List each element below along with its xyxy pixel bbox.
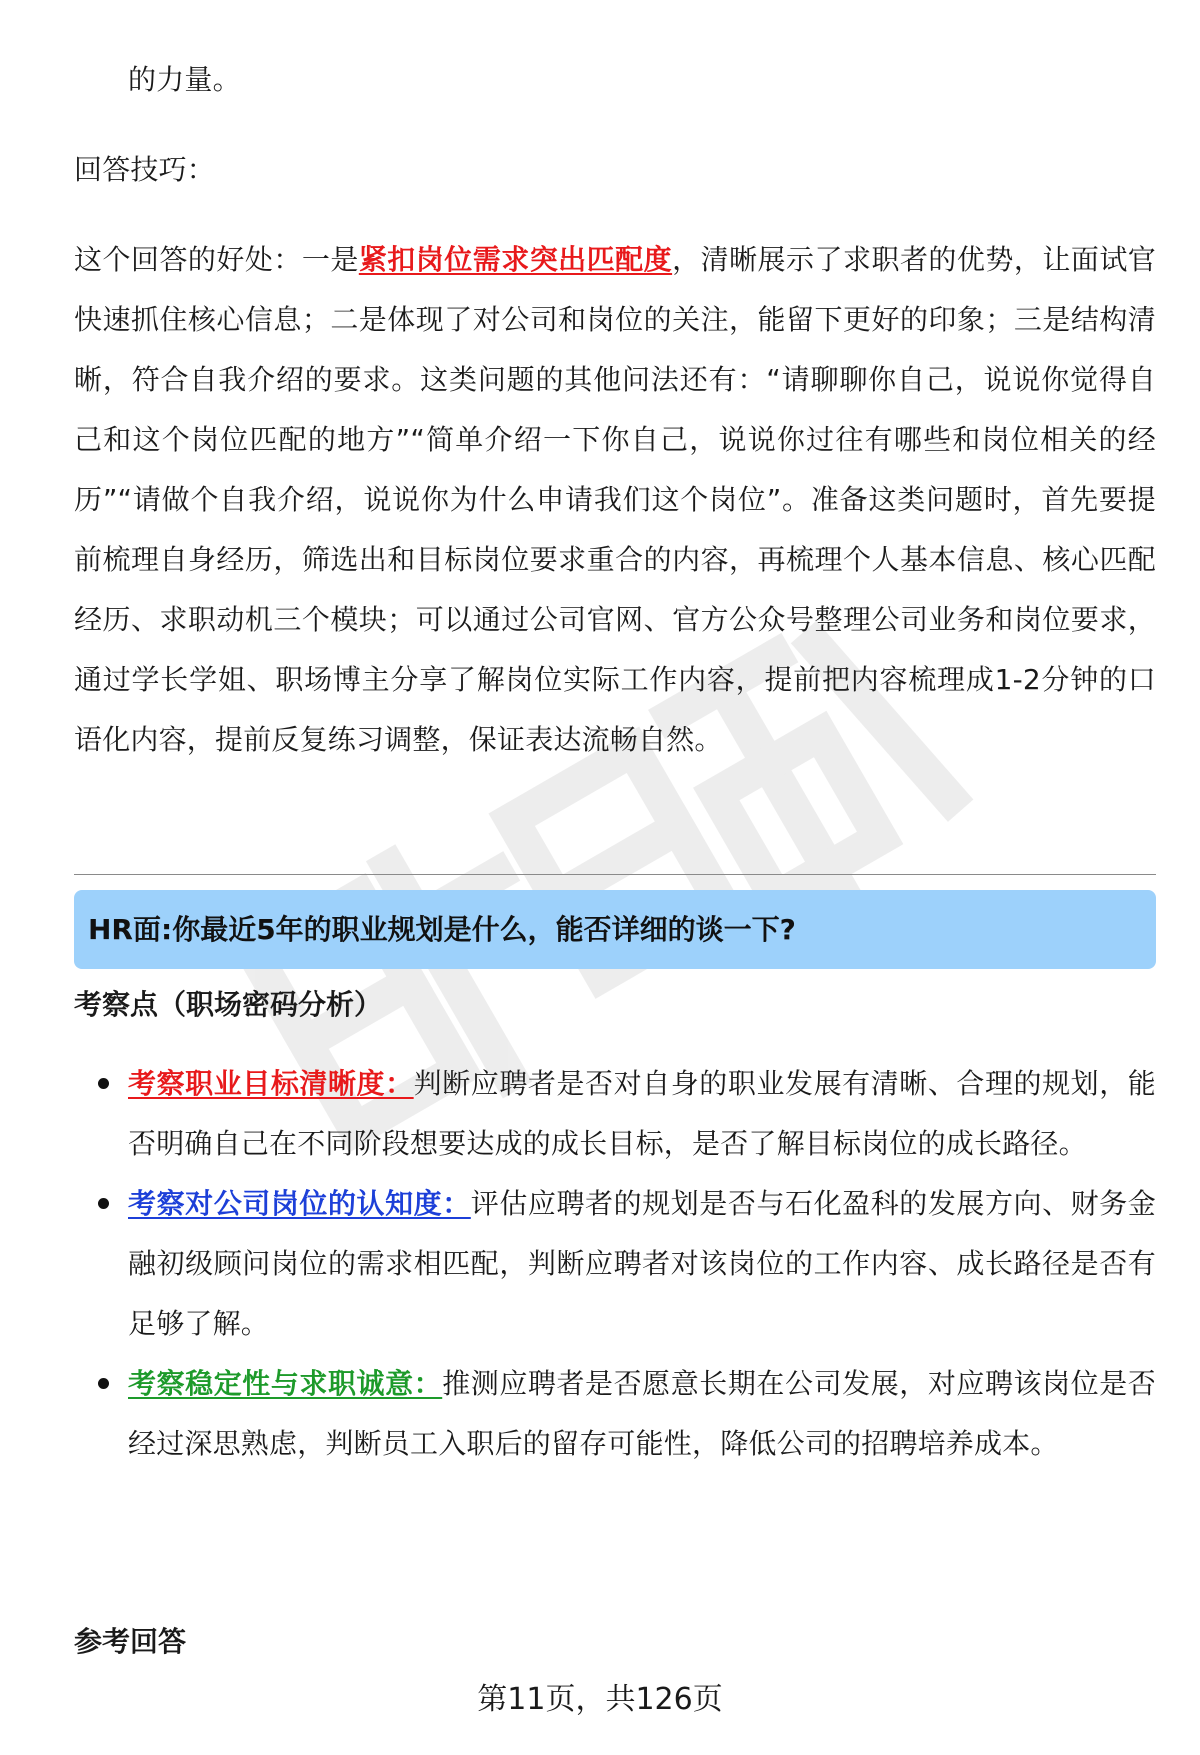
page-number: 第11页，共126页 (477, 1682, 723, 1717)
list-item (74, 1174, 1156, 1354)
list-item (74, 1354, 1156, 1474)
exam-points-heading: 考察点（职场密码分析） (74, 988, 383, 1021)
point-label: 考察稳定性与求职诚意： (128, 1367, 443, 1400)
point-text: 评估应聘者的规划是否与石化盈科的发展方向、财务金融初级顾问岗位的需求相匹配，判断应聘者对该岗位的工作内容、成长路径是否有足够了解。 (128, 1187, 1156, 1340)
bullet-icon (98, 1078, 109, 1089)
tips-intro: 这个回答的好处：一是 (74, 243, 359, 276)
section-divider (74, 874, 1156, 875)
continued-paragraph-end: 的力量。 (128, 63, 241, 96)
bullet-icon (98, 1198, 109, 1209)
answer-tips-paragraph (74, 230, 1156, 770)
tips-body: ，清晰展示了求职者的优势，让面试官快速抓住核心信息；二是体现了对公司和岗位的关注，能留下更好的印象；三是结构清晰，符合自我介绍的要求。这类问题的其他问法还有：“请聊聊你自己，说说你觉得自己和这个岗位匹配的地方”“简单介绍一下你自己，说说你过往有哪些和岗位相关的经历”“请做个自我介绍，说说你为什么申请我们这个岗位”。准备这类问题时，首先要提前梳理自身经历，筛选出和目标岗位要求重合的内容，再梳理个人基本信息、核心匹配经历、求职动机三个模块；可以通过公司官网、官方公众号整理公司业务和岗位要求，通过学长学姐、职场博主分享了解岗位实际工作内容，提前把内容梳理成1-2分钟的口语化内容，提前反复练习调整，保证表达流畅自然。 (74, 243, 1156, 756)
reference-answer-heading: 参考回答 (74, 1625, 187, 1658)
point-text: 推测应聘者是否愿意长期在公司发展，对应聘该岗位是否经过深思熟虑，判断员工入职后的留存可能性，降低公司的招聘培养成本。 (128, 1367, 1156, 1460)
bullet-icon (98, 1378, 109, 1389)
point-text: 判断应聘者是否对自身的职业发展有清晰、合理的规划，能否明确自己在不同阶段想要达成的成长目标，是否了解目标岗位的成长路径。 (128, 1067, 1156, 1160)
point-label: 考察职业目标清晰度： (128, 1067, 414, 1100)
tips-highlight: 紧扣岗位需求突出匹配度 (358, 243, 673, 276)
point-label: 考察对公司岗位的认知度： (128, 1187, 471, 1220)
list-item (74, 1054, 1156, 1174)
answer-tips-heading: 回答技巧： (74, 153, 216, 186)
question-title: HR面:你最近5年的职业规划是什么，能否详细的谈一下? (88, 913, 796, 946)
question-box (74, 890, 1156, 969)
exam-points-list (74, 1054, 1156, 1474)
